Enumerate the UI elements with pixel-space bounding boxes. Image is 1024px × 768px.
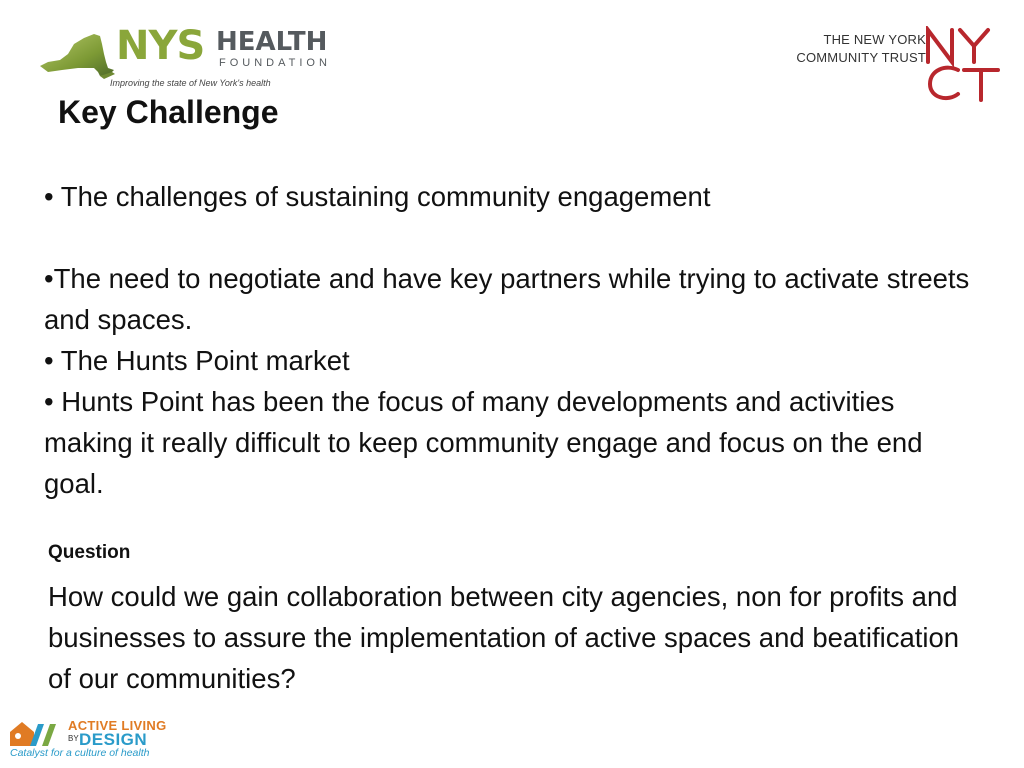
nyct-monogram-icon (924, 26, 1002, 102)
active-living-by-design-logo (8, 716, 188, 764)
aldb-tagline: Catalyst for a culture of health (10, 747, 150, 759)
nyct-logo (790, 26, 1012, 106)
spacer (44, 217, 974, 258)
bullet-item: • The challenges of sustaining community engagement (44, 181, 711, 212)
nys-tagline: Improving the state of New York's health (110, 78, 271, 88)
aldb-design: DESIGN (79, 730, 148, 749)
bullet-item: •The need to negotiate and have key partners while trying to activate streets and spaces. (44, 263, 970, 335)
nyct-line2: COMMUNITY TRUST (796, 50, 926, 65)
question-label: Question (48, 542, 131, 563)
nyct-line1: THE NEW YORK (823, 32, 926, 47)
bullet-item: • The Hunts Point market (44, 345, 350, 376)
question-text: How could we gain collaboration between city agencies, non for profits and businesses to assure the implementation of active spaces and beatification of our communities? (48, 581, 960, 694)
aldb-active-living: ACTIVE LIVING (68, 718, 167, 733)
aldb-by: BY (68, 734, 79, 743)
nyct-wordmark (796, 31, 926, 67)
health-wordmark: HEALTH (216, 27, 328, 57)
foundation-wordmark: FOUNDATION (219, 57, 331, 69)
house-figures-icon (8, 718, 64, 748)
bullet-item: • Hunts Point has been the focus of many developments and activities making it really difficult to keep community engage and focus on the end goal. (44, 386, 923, 499)
nys-health-foundation-logo (38, 22, 348, 94)
bullet-list (44, 176, 974, 504)
nys-wordmark: NYS (116, 23, 205, 69)
slide-title: Key Challenge (58, 94, 279, 130)
new-york-state-map-icon (38, 32, 116, 84)
